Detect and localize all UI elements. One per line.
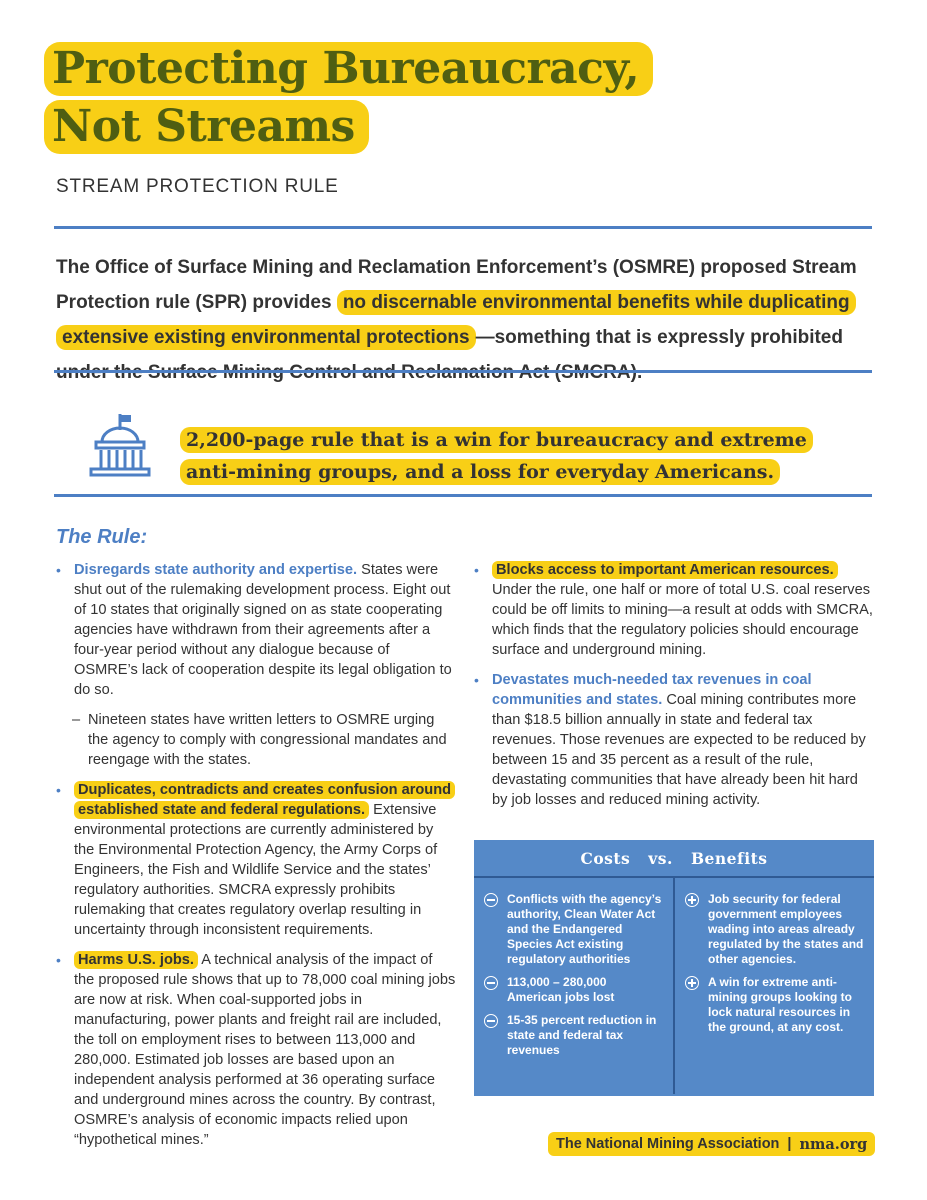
title-line-2: Not Streams: [44, 100, 369, 154]
benefits-label: Benefits: [690, 848, 768, 868]
plus-circle-icon: [685, 893, 699, 907]
bullet-dot: •: [474, 562, 479, 578]
sub-bullet-dash: –: [72, 712, 81, 728]
benefit-text: Job security for federal government employees wading into areas already regulated by the states and other agencies.: [708, 892, 864, 966]
title-line-1: Protecting Bureaucracy,: [44, 42, 653, 96]
minus-circle-icon: [484, 893, 498, 907]
benefit-text: A win for extreme anti-mining groups looking to lock natural resources in the ground, at any cost.: [708, 975, 852, 1034]
bullet-duplicates: [56, 780, 456, 940]
page-title: [44, 42, 704, 158]
costs-column: [474, 878, 675, 1094]
bullet-dot: •: [56, 952, 61, 968]
cost-item: [484, 1013, 663, 1058]
bullet-body: States were shut out of the rulemaking development process. Eight out of 10 states that originally signed on as state cooperating agencies have withdrawn from their agreements after a four-year period without any dialogue because of OSMRE’s lack of cooperation despite its legal obligation to do so.: [74, 562, 452, 698]
bullet-lead: Disregards state authority and expertise.: [74, 562, 358, 578]
bullet-tax-revenues: [474, 670, 874, 810]
footer-org: The National Mining Association: [556, 1136, 780, 1152]
bullet-body: Coal mining contributes more than $18.5 billion annually in state and federal tax revenues. Those revenues are expected to be reduced by between 15 and 35 percent as a result of the rule, devastating communities that have already been hit hard by job losses and reduced mining activity.: [492, 692, 866, 808]
bullet-dot: •: [56, 562, 61, 578]
bullet-body: Under the rule, one half or more of total U.S. coal reserves could be off limits to mining—a result at odds with SMCRA, which finds that the regulatory policies should encourage surface and underground mining.: [492, 582, 873, 658]
divider-top: [54, 226, 872, 229]
costs-label: Costs: [580, 848, 631, 868]
intro-highlight: no discernable environmental benefits while duplicating extensive existing environmental protections: [56, 290, 856, 350]
bullet-state-authority: [56, 560, 456, 700]
right-column: [474, 560, 874, 820]
bullet-dot: •: [474, 672, 479, 688]
bullet-body: A technical analysis of the impact of the proposed rule shows that up to 78,000 coal mining jobs are now at risk. When coal-supported jobs in manufacturing, power plants and freight rail are included, the toll on employment rises to between 113,000 and 280,000. Estimated job losses are based upon an independent analysis performed at 36 operating surface and underground mines across the country. By contrast, OSMRE’s analysis of economic impacts relied upon “hypothetical mines.”: [74, 952, 456, 1148]
cost-text: 113,000 – 280,000 American jobs lost: [507, 975, 615, 1004]
cost-text: Conflicts with the agency’s authority, Clean Water Act and the Endangered Species Act existing regulatory authorities: [507, 892, 662, 966]
cost-item: [484, 892, 663, 967]
costs-vs-benefits-panel: [474, 840, 874, 1096]
vs-label: vs.: [648, 848, 673, 868]
benefit-item: [685, 892, 864, 967]
left-column: [56, 560, 456, 1160]
rule-heading: The Rule:: [56, 526, 148, 548]
footer-separator: |: [787, 1136, 792, 1152]
bullet-blocks-access: [474, 560, 874, 660]
bullet-body: Extensive environmental protections are currently administered by the Environmental Protection Agency, the Army Corps of Engineers, the Fish and Wildlife Service and the states’ regulatory authorities. SMCRA expressly prohibits rulemaking that creates regulatory overlap resulting in uncertainty through inconsistent requirements.: [74, 802, 438, 938]
footer: [548, 1132, 875, 1156]
intro-paragraph: [56, 250, 876, 390]
callout-text: [180, 424, 860, 488]
capitol-building-icon: [84, 412, 160, 478]
benefit-item: [685, 975, 864, 1035]
intro-text-start: The Office of Surface Mining and Reclamation Enforcement’s (OSMRE) proposed Stream Protection rule (SPR) provides: [56, 257, 857, 313]
intro-text-end: —something that is expressly prohibited: [475, 327, 843, 348]
bullet-lead: Devastates much-needed tax revenues in coal communities and states.: [492, 672, 812, 708]
benefits-column: [675, 878, 874, 1094]
cost-text: 15-35 percent reduction in state and federal tax revenues: [507, 1013, 657, 1057]
minus-circle-icon: [484, 976, 498, 990]
bullet-lead: Harms U.S. jobs.: [74, 951, 198, 969]
divider-bottom: [54, 494, 872, 497]
sub-bullet-nineteen-states: [56, 710, 456, 770]
subtitle: STREAM PROTECTION RULE: [56, 176, 339, 197]
bullet-dot: •: [56, 782, 61, 798]
bullet-lead: Duplicates, contradicts and creates confusion around established state and federal regulations.: [74, 781, 455, 819]
minus-circle-icon: [484, 1014, 498, 1028]
divider-middle: [54, 370, 872, 373]
bullet-lead: Blocks access to important American resources.: [492, 561, 838, 579]
bullet-harms-jobs: [56, 950, 456, 1150]
plus-circle-icon: [685, 976, 699, 990]
cost-item: [484, 975, 663, 1005]
sub-bullet-text: Nineteen states have written letters to OSMRE urging the agency to comply with congressional mandates and reengage with the states.: [88, 712, 447, 768]
costs-vs-benefits-header: [474, 840, 874, 878]
footer-url-link[interactable]: nma.org: [799, 1135, 868, 1153]
callout-highlight: 2,200-page rule that is a win for bureaucracy and extreme anti-mining groups, and a loss for everyday Americans.: [180, 427, 813, 485]
